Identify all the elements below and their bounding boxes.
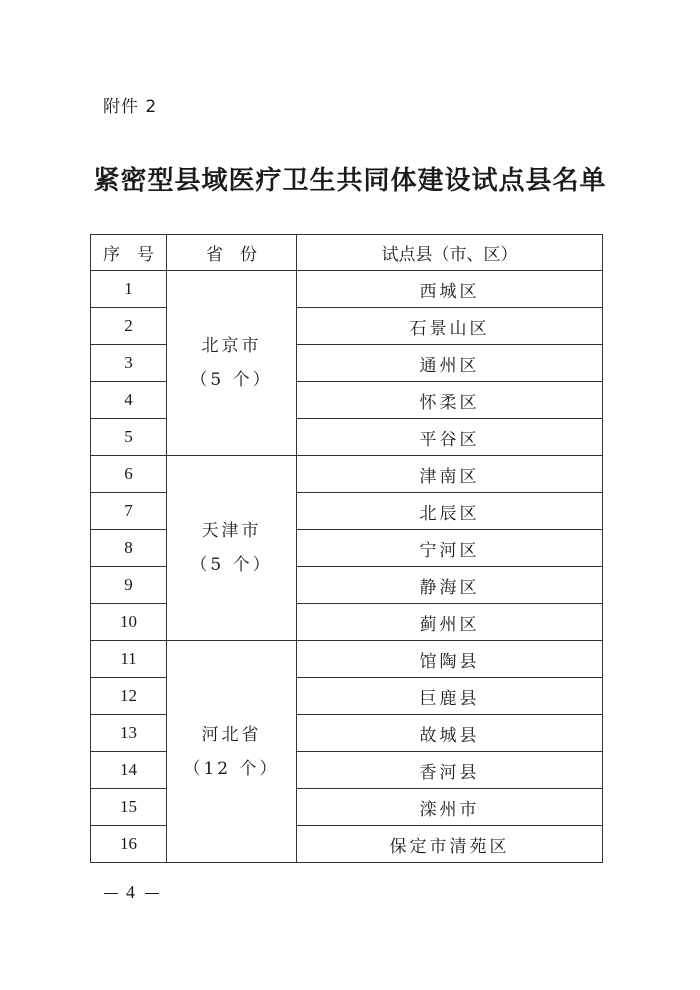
province-name: 河北省 [201, 724, 262, 745]
province-count: （5 个） [190, 555, 273, 575]
county-name: 静海区 [297, 567, 603, 604]
county-name: 巨鹿县 [297, 678, 603, 715]
row-number: 8 [91, 530, 167, 567]
pilot-county-table [90, 234, 603, 863]
header-county: 试点县（市、区） [297, 235, 603, 271]
row-number: 7 [91, 493, 167, 530]
county-name: 保定市清苑区 [297, 826, 603, 863]
province-cell [167, 456, 297, 641]
province-name: 北京市 [201, 336, 262, 356]
row-number: 14 [91, 752, 167, 789]
page-number: 4 [126, 882, 137, 902]
header-number: 序 号 [91, 235, 167, 271]
county-name: 蓟州区 [297, 604, 603, 641]
county-name: 香河县 [297, 752, 603, 789]
table-row [91, 271, 603, 308]
province-count: （5 个） [190, 370, 273, 390]
county-name: 宁河区 [297, 530, 603, 567]
row-number: 12 [91, 678, 167, 715]
county-name: 平谷区 [297, 419, 603, 456]
row-number: 11 [91, 641, 167, 678]
county-name: 北辰区 [297, 493, 603, 530]
row-number: 1 [91, 271, 167, 308]
page-dash-right [145, 893, 159, 894]
county-name: 通州区 [297, 345, 603, 382]
province-name: 天津市 [201, 521, 262, 541]
page-dash-left [104, 893, 118, 894]
county-name: 石景山区 [297, 308, 603, 345]
attachment-label: 附件 2 [103, 97, 158, 117]
row-number: 3 [91, 345, 167, 382]
county-name: 故城县 [297, 715, 603, 752]
province-cell [167, 641, 297, 863]
province-count: （12 个） [183, 758, 280, 779]
county-name: 馆陶县 [297, 641, 603, 678]
row-number: 9 [91, 567, 167, 604]
row-number: 15 [91, 789, 167, 826]
row-number: 13 [91, 715, 167, 752]
row-number: 5 [91, 419, 167, 456]
county-name: 西城区 [297, 271, 603, 308]
table-row [91, 456, 603, 493]
province-cell [167, 271, 297, 456]
row-number: 6 [91, 456, 167, 493]
county-name: 怀柔区 [297, 382, 603, 419]
table-row [91, 641, 603, 678]
row-number: 16 [91, 826, 167, 863]
table-header-row [91, 235, 603, 271]
row-number: 10 [91, 604, 167, 641]
row-number: 4 [91, 382, 167, 419]
county-name: 津南区 [297, 456, 603, 493]
page-number-footer [96, 882, 167, 903]
county-name: 滦州市 [297, 789, 603, 826]
document-title: 紧密型县域医疗卫生共同体建设试点县名单 [93, 166, 607, 196]
header-province: 省 份 [167, 235, 297, 271]
row-number: 2 [91, 308, 167, 345]
